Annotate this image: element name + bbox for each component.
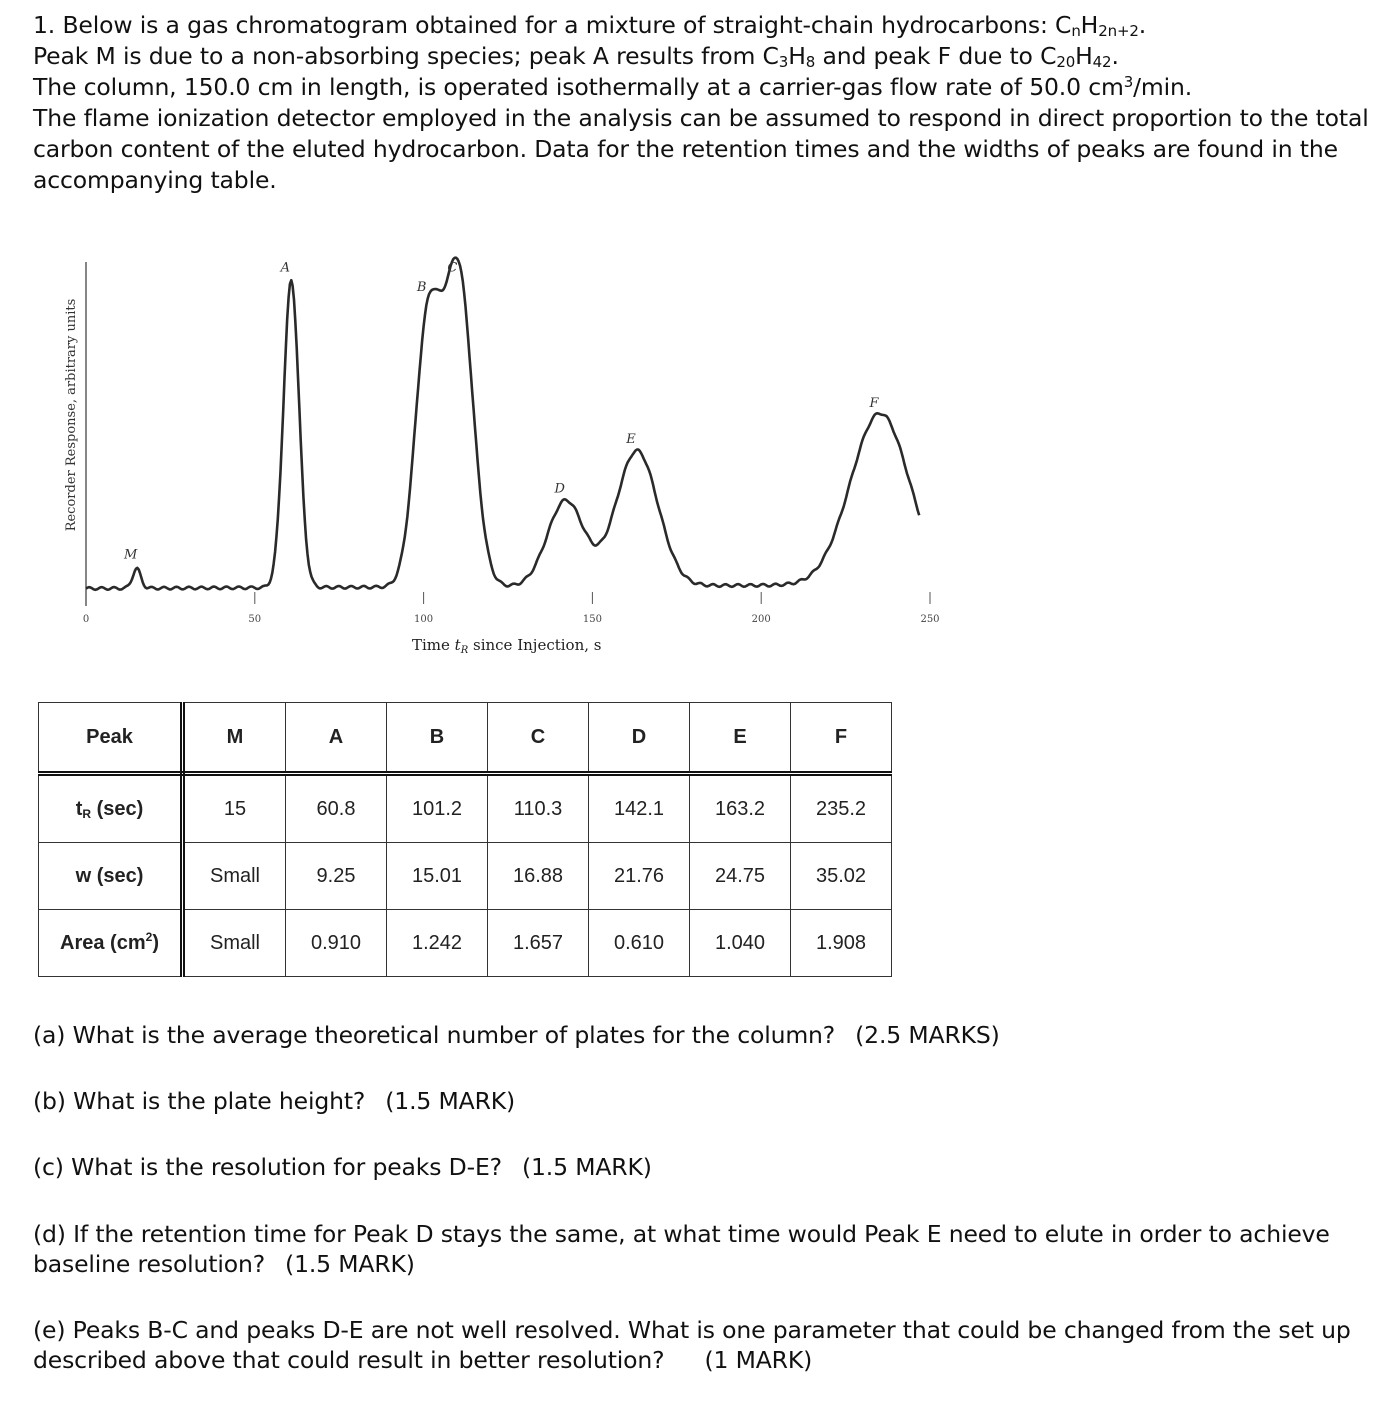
x-tick-label: 150: [582, 614, 602, 625]
table-header-row: [39, 703, 892, 774]
x-tick-label: 100: [414, 614, 434, 625]
table-cell: 15: [183, 774, 286, 843]
table-cell: Small: [183, 843, 286, 910]
table-cell: 21.76: [589, 843, 690, 910]
table-cell: 0.910: [286, 910, 387, 977]
table-cell: 101.2: [387, 774, 488, 843]
table-cell: 1.657: [488, 910, 589, 977]
x-tick-label: 0: [82, 614, 90, 625]
peak-labels: [123, 261, 880, 563]
peak-label-D: D: [554, 481, 565, 497]
row-label-width: w (sec): [39, 843, 183, 910]
intro-line-1: 1. Below is a gas chromatogram obtained for a mixture of straight-chain hydrocarbons: $C_nH_{2n+2}$.: [33, 11, 1147, 40]
table-header-cell: D: [589, 703, 690, 774]
x-ticks: [83, 592, 940, 625]
peak-label-B: B: [416, 280, 427, 296]
peak-label-M: M: [123, 547, 138, 563]
question-d: (d) If the retention time for Peak D stays the same, at what time would Peak E need to elute in order to achieve baseline resolution? (1.5 MARK): [33, 1220, 1330, 1278]
problem-intro: [33, 10, 1383, 196]
table-cell: 235.2: [791, 774, 892, 843]
table-header-cell: E: [690, 703, 791, 774]
table-cell: 24.75: [690, 843, 791, 910]
chromatogram-trace: [86, 258, 919, 590]
table-header-cell: M: [183, 703, 286, 774]
question-a: (a) What is the average theoretical number of plates for the column? (2.5 MARKS): [33, 1021, 1000, 1049]
x-tick-label: 200: [751, 614, 771, 625]
intro-line-4: The flame ionization detector employed in the analysis can be assumed to respond in direct proportion to the total carbon content of the eluted hydrocarbon. Data for the retention times and the widths of peaks are found in the accompanying table.: [33, 104, 1369, 194]
table-cell: Small: [183, 910, 286, 977]
table-header-cell: C: [488, 703, 589, 774]
row-label-area: Area $(cm^2)$: [39, 910, 183, 977]
question-b: (b) What is the plate height? (1.5 MARK): [33, 1087, 516, 1115]
intro-line-2: Peak M is due to a non-absorbing species; peak A results from $C_3H_8$ and peak F due to $C_{20}H_{42}$.: [33, 42, 1119, 71]
table-row: [39, 774, 892, 843]
peak-label-C: C: [447, 260, 458, 276]
peak-label-E: E: [626, 432, 636, 448]
table-header-cell: B: [387, 703, 488, 774]
retention-data-table: [38, 702, 892, 977]
table-cell: 15.01: [387, 843, 488, 910]
peak-label-A: A: [280, 260, 290, 276]
table-cell: 60.8: [286, 774, 387, 843]
question-c: (c) What is the resolution for peaks D-E? (1.5 MARK): [33, 1153, 652, 1181]
table-header-cell: Peak: [39, 703, 183, 774]
table-cell: 1.040: [690, 910, 791, 977]
table-cell: 163.2: [690, 774, 791, 843]
table-cell: 9.25: [286, 843, 387, 910]
x-tick-label: 50: [248, 614, 262, 625]
x-tick-label: 250: [920, 614, 940, 625]
table-row: [39, 910, 892, 977]
table-header-cell: A: [286, 703, 387, 774]
x-axis-label: Time $t_R$ since Injection, s: [412, 636, 602, 656]
table-row: [39, 843, 892, 910]
table-cell: 0.610: [589, 910, 690, 977]
table-cell: 1.242: [387, 910, 488, 977]
table-header-cell: F: [791, 703, 892, 774]
peak-label-F: F: [869, 395, 879, 411]
table-cell: 142.1: [589, 774, 690, 843]
intro-line-3: The column, 150.0 cm in length, is operated isothermally at a carrier-gas flow rate of 50.0 $cm^3/\min$.: [33, 73, 1193, 101]
question-e: (e) Peaks B-C and peaks D-E are not well resolved. What is one parameter that could be changed from the set up described above that could result in better resolution? (1 MARK): [33, 1316, 1351, 1374]
table-cell: 35.02: [791, 843, 892, 910]
chromatogram-chart: [50, 250, 970, 670]
table-cell: 110.3: [488, 774, 589, 843]
table-cell: 16.88: [488, 843, 589, 910]
table-cell: 1.908: [791, 910, 892, 977]
y-axis-label: Recorder Response, arbitrary units: [64, 298, 79, 532]
row-label-tr: $t_R$ (sec): [39, 774, 183, 843]
